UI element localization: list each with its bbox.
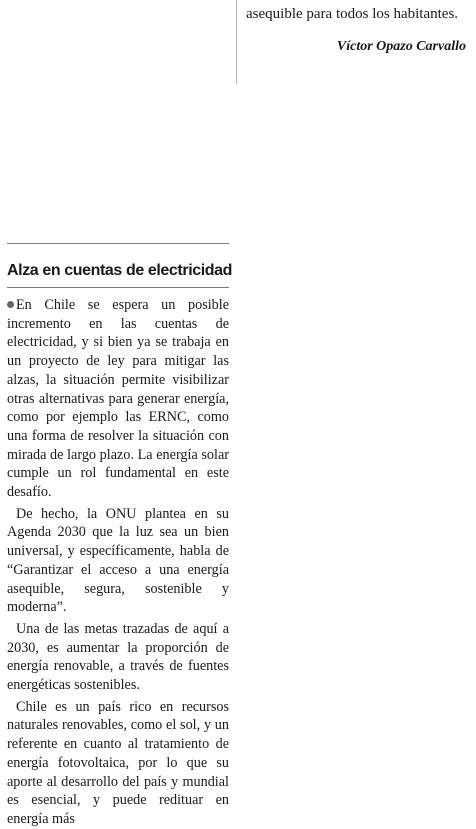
top-rule [7,243,229,244]
article-paragraph [7,296,229,502]
letter-article [7,243,233,829]
paragraph-text: En Chile se espera un posible incremento en las cuentas de electricidad, y si bien ya se trabaja en un proyecto de ley para mitigar las alzas, la situación permite visibilizar otras alternativas para generar energía, como por ejemplo las ERNC, como una forma de resolver la situación con mirada de largo plazo. La energía solar cumple un rol fundamental en este desafío. [7,297,229,501]
author-signature: Víctor Opazo Carvallo [336,39,466,54]
previous-article-last-line: asequible para todos los habitantes. [246,6,459,22]
article-paragraph: Chile es un país rico en recursos naturales renovables, como el sol, y un referente en cuanto al tratamiento de energía fotovoltaica, por lo que su aporte al desarrollo del país y mundial es esencial, y puede redituar en energía más [7,698,229,827]
headline-rule [7,287,229,288]
previous-article-tail [246,0,466,55]
article-paragraph: Una de las metas trazadas de aquí a 2030, es aumentar la proporción de energía renovable, a través de fuentes energéticas sostenibles. [7,620,229,694]
article-body [7,296,229,829]
article-headline: Alza en cuentas de electricidad [7,262,233,279]
bullet-dot-icon [7,301,14,308]
column-divider [236,0,237,84]
article-paragraph: De hecho, la ONU plantea en su Agenda 2030 que la luz sea un bien universal, y específicamente, habla de “Garantizar el acceso a una energía asequible, segura, sostenible y moderna”. [7,505,229,616]
